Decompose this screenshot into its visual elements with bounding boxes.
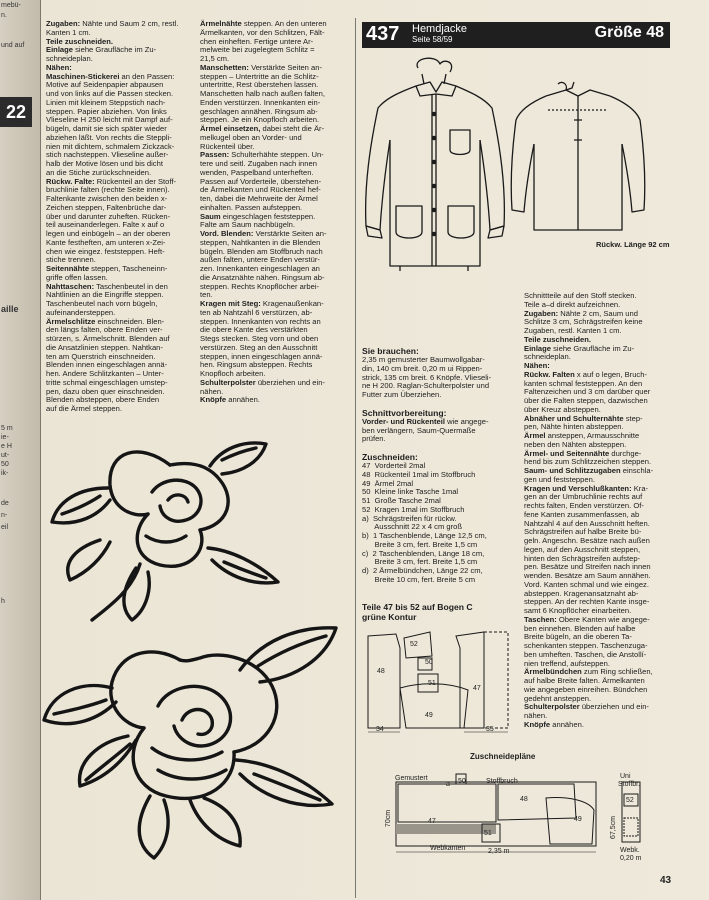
text-line-body: steppen. Innenkanten von rechts an xyxy=(200,316,321,326)
text-line xyxy=(362,427,522,436)
text-line-body: schneideplan. xyxy=(524,352,571,362)
text-line-body: annähen. xyxy=(226,395,260,405)
dim-label-34: 34 xyxy=(376,726,384,733)
text-line-body: stich nachsteppen. Vlieseline außer- xyxy=(46,150,169,160)
text-line-body: bügeln. Blenden am Stoffbruch nach xyxy=(200,246,323,256)
cutting-heading: Zuschneiden: xyxy=(362,452,418,462)
text-line-lead: Kragen und Verschlußkanten: xyxy=(524,483,632,493)
text-line: 48 Rückenteil 1mal im Stoffbruch xyxy=(362,469,476,479)
prev-text-line: de xyxy=(1,500,9,507)
text-line-body: Motive auf Seidenpapier abpausen xyxy=(46,80,164,90)
text-line-body: einschla- xyxy=(620,466,654,475)
prev-text-line: eil xyxy=(1,524,9,531)
text-line-body: neben den Nähten absteppen. xyxy=(524,439,627,449)
text-line-lead: Einlage xyxy=(46,45,74,55)
text-line-body: legen, auf den Ausschnitt steppen, xyxy=(524,544,641,554)
text-line-body: aufeinandersteppen. xyxy=(46,307,116,317)
text-line-body: an den Passen: xyxy=(119,71,175,81)
text-line-body: Blenden innen eingeschlagen annä- xyxy=(46,360,168,370)
text-line-body: pen, Nähte hinten absteppen. xyxy=(524,422,624,432)
text-line-lead: Ärmelnähte xyxy=(200,19,242,28)
previous-page-edge xyxy=(0,0,41,900)
text-line: a) Schrägstreifen für rückw. xyxy=(362,513,457,523)
text-line-body: pen, dazu oben quer einschneiden. xyxy=(46,386,165,396)
pattern-label-52: 52 xyxy=(410,641,418,648)
text-line-body: über Kreuz absteppen. xyxy=(524,404,601,414)
text-line-body: samt 6 Knopflöcher einarbeiten. xyxy=(524,606,632,615)
collar xyxy=(416,82,456,96)
text-line-lead: Taschen: xyxy=(524,614,557,624)
pattern-number: 437 xyxy=(366,23,400,45)
layout-52-label: 52 xyxy=(626,797,634,804)
left-pocket xyxy=(396,206,422,238)
text-line-body: Passen auf Vorderteile, überstehen- xyxy=(200,176,322,186)
layout-47-label: 47 xyxy=(428,818,436,825)
text-line-lead: Kragen mit Steg: xyxy=(200,299,261,308)
prev-text-line: ut- xyxy=(1,452,10,459)
text-line-body: Verstärkte Seiten an- xyxy=(253,229,327,238)
text-line xyxy=(524,721,674,730)
text-line-body: überziehen und ein- xyxy=(579,702,649,712)
text-line-body: pen. Besätze und Streifen nach innen xyxy=(524,562,651,572)
prev-text-line: und auf xyxy=(1,42,25,49)
gemustert-label: Gemustert xyxy=(395,775,428,782)
prev-text-line: ik- xyxy=(1,470,9,477)
text-line-body: Knopfloch arbeiten. xyxy=(200,369,266,378)
text-line-body: Schrägstreifen auf halbe Breite bü- xyxy=(524,527,642,537)
text-line-body: melweite bei zugelegtem Schlitz = xyxy=(200,45,315,55)
lower-rose-motif xyxy=(44,628,336,858)
pattern-label-47: 47 xyxy=(473,685,481,692)
text-line-body: die Ansatzlinien steppen. Nahtkan- xyxy=(46,342,163,352)
text-line-lead: Ärmelbündchen xyxy=(524,667,582,677)
text-line xyxy=(200,283,352,292)
layout-a-label: a xyxy=(446,781,450,788)
text-line-body: gedehnt ansteppen. xyxy=(524,693,592,703)
text-line-lead: Vord. Blenden: xyxy=(200,229,254,238)
back-jacket-illustration xyxy=(508,80,668,240)
text-line-body: 21,5 cm. xyxy=(200,54,230,63)
prev-text-line: n- xyxy=(1,512,8,519)
pattern-page-ref: Seite 58/59 xyxy=(412,35,453,44)
text-line xyxy=(362,435,522,444)
text-line-body: melkugel oben an Vorder- und xyxy=(200,132,302,142)
text-line-body: Ärmelkanten, vor den Schlitzen, Fält- xyxy=(200,27,325,37)
pattern-label-50: 50 xyxy=(425,659,433,666)
text-line-body: siehe Graufläche im Zu- xyxy=(73,45,157,55)
layout-51-label: 51 xyxy=(484,830,492,837)
materials-block xyxy=(362,346,522,585)
text-line-body: gen an der Umbruchlinie rechts auf xyxy=(524,492,643,502)
text-line-body: durchge- xyxy=(609,448,642,458)
text-line-lead: Seitennähte xyxy=(46,264,90,273)
text-line-body: wie angegeben einreihen. Bündchen xyxy=(524,684,648,694)
text-line-lead: Saum- und Schlitzzugaben xyxy=(524,466,621,475)
text-line-body: Nahtlinien an die Eingriffe steppen. xyxy=(46,290,164,300)
text-line-body: dabei steht die Är- xyxy=(260,124,325,133)
text-line-lead: Saum xyxy=(200,211,221,221)
prev-text-line: n. xyxy=(1,12,7,19)
pattern-prep-lines xyxy=(362,418,522,444)
text-line-body: Nähte 2 cm, Saum und xyxy=(558,308,638,318)
text-line-body: hen. Andere Schlitzkanten – Unter- xyxy=(46,369,164,378)
text-line: c) 2 Taschenblenden, Länge 18 cm, xyxy=(362,548,485,558)
text-line-body: Nähte und Saum 2 cm, restl. xyxy=(80,19,179,28)
text-line-lead: Nähen: xyxy=(524,361,550,370)
text-line-lead: Ärmel- und Seitennähte xyxy=(524,448,610,458)
layout-length-label: 2,35 m xyxy=(488,848,510,855)
chest-pocket xyxy=(450,130,470,155)
text-line-body: Breite bügeln, an die oberen Ta- xyxy=(524,632,632,642)
text-line-body: Nahtzahl 4 auf den Ausschnitt heften. xyxy=(524,518,650,528)
text-line-body: nähen. xyxy=(200,386,224,396)
materials-heading: Sie brauchen: xyxy=(362,346,419,356)
text-line-body: Kra- xyxy=(631,483,649,493)
text-line-lead: Knöpfe xyxy=(524,719,551,729)
text-line-body: die obere Kante des verstärkten xyxy=(200,325,308,335)
text-line-body: siehe Graufläche im Zu- xyxy=(551,343,635,353)
pattern-size: Größe 48 xyxy=(594,24,664,41)
text-line-body: rechts falten, Enden verstürzen. Of- xyxy=(524,501,644,510)
text-line-body: Verstärkte Seiten an- xyxy=(248,62,322,72)
text-line-body: Schnittteile auf den Stoff stecken. xyxy=(524,291,637,300)
text-line-body: kanten schmal feststeppen. An den xyxy=(524,378,643,388)
text-line-body: Zeichen steppen, Faltenbrüche dar- xyxy=(46,202,167,212)
text-line-body: Faltenzeichen und 3 cm darüber quer xyxy=(524,387,651,397)
text-line-body: schneideplan. xyxy=(46,54,93,63)
prev-text-line: aille xyxy=(1,304,19,314)
text-line-body: de Ärmelkanten und Rückenteil hef- xyxy=(200,185,321,195)
prev-text-line: e H xyxy=(1,443,12,450)
text-line-lead: Rückw. Falten xyxy=(524,369,575,379)
layout-48 xyxy=(498,784,576,820)
text-line-body: tritte schmal eingeschlagen umstep- xyxy=(46,377,168,387)
text-line-body: steppen. An der rechten Kante insge- xyxy=(524,597,650,607)
piece-48-shape xyxy=(368,634,400,728)
figure-head xyxy=(417,58,452,72)
text-line-body: ten am Querstrich einschneiden. xyxy=(46,351,156,361)
text-line-lead: Nahttaschen: xyxy=(46,281,95,291)
text-line: 50 Kleine linke Tasche 1mal xyxy=(362,487,459,497)
text-line-body: Taschenbeutel nach vorn bügeln, xyxy=(46,299,158,308)
text-line-body: stiche trennen. xyxy=(46,255,96,265)
text-line-body: schenkanten steppen. Taschenzuga- xyxy=(524,641,648,650)
pattern-prep-heading: Schnittvorbereitung: xyxy=(362,407,447,418)
parts-heading xyxy=(362,602,522,622)
text-line-body: gen und feststeppen. xyxy=(524,474,595,484)
text-line-lead: Maschinen-Stickerei xyxy=(46,71,120,81)
text-line-body: ten ab Nahtzahl 6 verstürzen, ab- xyxy=(200,307,313,317)
pattern-pieces-diagram xyxy=(360,628,530,738)
text-line-body: untertritte, Rest überstehen lassen. xyxy=(200,80,319,90)
text-line-body: absteppen. Kragenansatznaht ab- xyxy=(524,588,639,598)
materials-lines xyxy=(362,356,522,400)
text-line-body: außen falten, untere Enden verstür- xyxy=(200,255,320,265)
cutting-layout-heading: Zuschneidepläne xyxy=(470,752,536,761)
webkanten-label: Webkanten xyxy=(430,845,466,852)
text-line-body: verstürzen. Steg an den Ausschnitt xyxy=(200,342,318,352)
prev-text-line: 50 xyxy=(1,461,9,468)
text-line-body: die Ansatznähte nähen. Ringsum ab- xyxy=(200,272,325,282)
text-line-lead: Passen: xyxy=(200,150,230,160)
text-line: Breite 10 cm, fert. Breite 5 cm xyxy=(362,574,476,584)
text-line-body: fene Kanten zusammenfassen, ab xyxy=(524,509,640,519)
text-line-body: steppen. Je ein Knopfloch arbeiten. xyxy=(200,115,320,125)
text-line-body: griffe offen lassen. xyxy=(46,272,108,282)
text-line-lead: Nähen: xyxy=(46,62,72,72)
text-line-body: an die Stiche zurückschneiden. xyxy=(46,167,152,177)
text-line-body: steppen – Untertritte an die Schlitz- xyxy=(200,71,319,81)
text-line-body: einschneiden. Blen- xyxy=(95,316,165,326)
text-line-body: auf halbe Breite falten. Ärmelkanten xyxy=(524,676,645,685)
text-line-body: wie angege- xyxy=(444,416,489,426)
uni-fabric xyxy=(622,782,640,842)
text-line-body: zen. Innenkanten eingeschlagen an xyxy=(200,264,320,273)
text-line-body: Vord. Kanten schmal und wie eingez. xyxy=(524,579,649,589)
text-line-body: Linien mit kleinem Steppstich nach- xyxy=(46,97,166,107)
text-line-body: legen und einbügeln – an der oberen xyxy=(46,229,171,238)
text-line-body: steppen, Tascheneinn- xyxy=(89,264,168,273)
text-line-body: zum Ring schließen, xyxy=(581,667,653,677)
text-line-body: den längs falten, obere Enden ver- xyxy=(46,325,163,335)
text-line-body: ben umheften. Taschen, die Anstollí- xyxy=(524,649,647,659)
text-line-lead: Zugaben: xyxy=(524,308,559,318)
piece-52-shape xyxy=(404,632,432,658)
text-line-lead: Ärmel einsetzen, xyxy=(200,124,261,133)
text-line-body: steppen. An den unteren xyxy=(241,19,327,28)
text-line-body: prüfen. xyxy=(362,434,386,444)
prev-text-line: h xyxy=(1,598,5,605)
uni-label: Uni xyxy=(620,773,631,780)
text-line-body: ansteppen, Armausschnitte xyxy=(545,431,640,440)
text-line-body: wenden. Besätze am Saum annähen. xyxy=(524,571,651,580)
text-line-body: auf die Ärmel steppen. xyxy=(46,404,122,413)
text-line-body: Rückenteil an der Stoff- xyxy=(94,176,176,186)
text-line-body: Rückenteil über. xyxy=(200,141,255,151)
text-line: 51 Große Tasche 2mal xyxy=(362,496,441,505)
text-line-body: hend bis zum Schlitzzeichen steppen. xyxy=(524,457,652,467)
text-line-lead: Zugaben: xyxy=(46,19,81,28)
text-line: din, 140 cm breit. 0,20 m ui Rippen- xyxy=(362,363,483,373)
pattern-header xyxy=(362,22,670,48)
text-line-body: eingeschlagen feststeppen. xyxy=(220,211,316,221)
text-line-body: Vlieseline H 250 leicht mit Dampf auf- xyxy=(46,115,173,125)
text-line-body: nähen. xyxy=(524,711,548,720)
front-jacket-illustration xyxy=(360,56,510,271)
pattern-label-51: 51 xyxy=(428,680,436,687)
text-line-body: Kragenaußenkan- xyxy=(260,299,324,308)
text-line-body: step- xyxy=(623,413,643,423)
right-pocket xyxy=(448,206,474,238)
text-line-body: steppen. Rechts Knopflöcher arbei- xyxy=(200,281,320,291)
text-line-body: Kante festheften, am unteren x-Zei- xyxy=(46,237,166,247)
text-line: Ausschnitt 22 x 4 cm groß xyxy=(362,522,463,532)
text-line-body: geln. Angeschn. Besätze nach außen xyxy=(524,536,650,545)
text-line-body: und von links auf die Passen stecken. xyxy=(46,89,174,98)
page-number: 43 xyxy=(660,875,672,886)
rose-embroidery-motifs xyxy=(40,430,360,870)
text-line-body: bruchlinie falten (rechte Seite innen). xyxy=(46,185,170,195)
pattern-title: Hemdjacke xyxy=(412,23,468,35)
text-line-body: ten. xyxy=(200,290,213,300)
prev-text-line: ie- xyxy=(1,434,9,441)
text-line: Futter zum Überziehen. xyxy=(362,390,442,399)
text-line-body: steppen, innen eingeschlagen annä- xyxy=(200,351,323,361)
text-line-lead: Einlage xyxy=(524,343,552,353)
text-line: Breite 3 cm, fert. Breite 1,5 cm xyxy=(362,557,478,567)
text-line: strick, 135 cm breit. 6 Knöpfe. Vlieseli- xyxy=(362,372,492,382)
text-line-body: Blenden absteppen, obere Enden xyxy=(46,395,160,405)
text-line-body: Manschetten halb nach außen falten, xyxy=(200,89,325,98)
text-line-body: nien treffend, aufsteppen. xyxy=(524,658,610,668)
text-line-body: wenden, Paspelband unterheften. xyxy=(200,167,314,177)
text-line-body: halb der Motive lösen und bis dicht xyxy=(46,159,163,168)
text-line-body: geschlagen annähen. Ringsum ab- xyxy=(200,106,318,116)
text-line-body: annähen. xyxy=(550,719,584,729)
dim-label-35: 35 xyxy=(486,726,494,733)
layout-47 xyxy=(398,784,496,822)
text-line-body: einhalten. Passen aufsteppen. xyxy=(200,202,303,212)
text-line-body: Schulterhähte steppen. Un- xyxy=(229,150,324,160)
text-line-lead: Abnäher und Schulternähte xyxy=(524,413,624,423)
text-line: Breite 3 cm, fert. Breite 1,5 cm xyxy=(362,539,478,549)
text-line-body: chen wie eingez. feststeppen. Heft- xyxy=(46,246,165,256)
text-line-body: stürzen, s. Ärmelschnitt. Blenden auf xyxy=(46,334,170,343)
text-line-body: x auf o legen, Bruch- xyxy=(574,369,647,379)
back-length-label: Rückw. Länge 92 cm xyxy=(596,240,670,249)
text-line: 47 Vorderteil 2mal xyxy=(362,461,426,470)
text-line: 2,35 m gemusterter Baumwollgabar- xyxy=(362,355,485,364)
pattern-label-48: 48 xyxy=(377,668,385,675)
text-line-lead: Ärmelschlitze xyxy=(46,316,96,326)
column-divider xyxy=(355,18,356,898)
text-line-body: überziehen und ein- xyxy=(255,377,325,387)
text-line: d) 2 Ärmelbündchen, Länge 22 cm, xyxy=(362,566,483,575)
text-line-body: Obere Kanten wie angege- xyxy=(556,614,650,624)
right-instructions-column xyxy=(524,292,674,730)
stoffbruch-label: Stoffbruch xyxy=(486,778,518,785)
layout-48-label: 48 xyxy=(520,796,528,803)
piece-47-shape xyxy=(456,632,484,728)
text-line-body: Faltenkante zwischen den beiden x- xyxy=(46,194,168,203)
text-line: b) 1 Taschenblende, Länge 12,5 cm, xyxy=(362,531,487,540)
left-instructions-column xyxy=(46,20,196,414)
text-line-body: steppen. Papier abziehen. Von links xyxy=(46,106,167,116)
layout-50-label: 50 xyxy=(458,778,466,785)
text-line-body: bügeln, damit sie sich später wieder xyxy=(46,124,167,133)
uni-height-label: 67,5cm xyxy=(609,816,617,839)
layout-49 xyxy=(546,798,594,845)
text-line-lead: Teile zuschneiden. xyxy=(46,36,113,46)
text-line-body: steppen, Nahtkanten in die Blenden xyxy=(200,237,321,247)
text-line-body: tere und seitl. Zugaben nach innen xyxy=(200,159,317,168)
text-line-body: nien mit dichtem, schmalem Zickzack- xyxy=(46,141,175,151)
text-line: 49 Ärmel 2mal xyxy=(362,478,414,488)
text-line-lead: Manschetten: xyxy=(200,62,249,72)
text-line xyxy=(46,405,196,414)
prev-text-line: mebü- xyxy=(1,2,21,9)
parts-heading-line1: Teile 47 bis 52 auf Bogen C xyxy=(362,602,473,612)
text-line-body: ten, dabei die Mehrweite der Ärmel xyxy=(200,194,318,203)
cutting-lines xyxy=(362,462,522,585)
text-line-body: chen einheften. Fertige untere Ar- xyxy=(200,36,314,46)
text-line-body: hinten den Schrägstreifen aufstep- xyxy=(524,553,641,563)
middle-instructions-column xyxy=(200,20,352,405)
text-line-lead: Knöpfe xyxy=(200,395,227,405)
text-line-lead: Schulterpolster xyxy=(524,702,580,712)
pattern-label-49: 49 xyxy=(425,712,433,719)
text-line-body: teil auseinanderlegen. Falte x auf o xyxy=(46,220,165,230)
piece-49-shape xyxy=(400,684,468,728)
layout-height-label: 70cm xyxy=(385,809,393,828)
text-line: 52 Kragen 1mal im Stoffbruch xyxy=(362,504,465,514)
text-line xyxy=(200,396,352,405)
text-line-body: abziehen läßt. Von rechts die Steppli- xyxy=(46,132,172,142)
text-line-body: Enden verstürzen. Innenkanten ein- xyxy=(200,97,321,107)
text-line-body: Stegs stecken. Steg vorn und oben xyxy=(200,334,319,343)
text-line: ne H 200. Raglan-Schulterpolster und xyxy=(362,381,490,391)
text-line-body: Falte am Saum nachbügeln. xyxy=(200,220,295,230)
uni-stoffbruch-label: Stoffbr. xyxy=(618,781,641,788)
prev-page-badge: 22 xyxy=(0,97,32,127)
text-line-lead: Schulterpolster xyxy=(200,377,256,387)
parts-heading-line2: grüne Kontur xyxy=(362,612,417,622)
text-line-body: Teile a–d direkt aufzeichnen. xyxy=(524,299,621,309)
text-line-body: über und darunter zuheften. Rücken- xyxy=(46,211,171,221)
webk-label: Webk. xyxy=(620,847,640,854)
prev-text-line: 5 m xyxy=(1,425,13,432)
text-line-lead: Teile zuschneiden. xyxy=(524,334,591,344)
interfacing-strip xyxy=(396,824,496,834)
text-line-body: über die Falten steppen, dazwischen xyxy=(524,396,648,405)
upper-rose-motif xyxy=(52,443,278,620)
text-line-lead: Vorder- und Rückenteil xyxy=(362,416,445,426)
text-line-lead: Ärmel xyxy=(524,431,546,440)
text-line-body: ben verlängern, Saum-Quermaße xyxy=(362,425,476,435)
text-line-body: Kanten 1 cm. xyxy=(46,27,91,37)
text-line-body: ben einnehen. Blenden auf halbe xyxy=(524,623,636,633)
text-line-body: Schlitze 3 cm, Schrägstreifen keine xyxy=(524,317,643,327)
text-line-lead: Rückw. Falte: xyxy=(46,176,95,186)
layout-49-label: 49 xyxy=(574,816,582,823)
uni-length-label: 0,20 m xyxy=(620,855,642,862)
text-line-body: Taschenbeutel in den xyxy=(94,281,168,291)
text-line-body: Zugaben, restl. Kanten 1 cm. xyxy=(524,326,622,335)
text-line-body: hen. Ringsum absteppen. Rechts xyxy=(200,360,313,370)
